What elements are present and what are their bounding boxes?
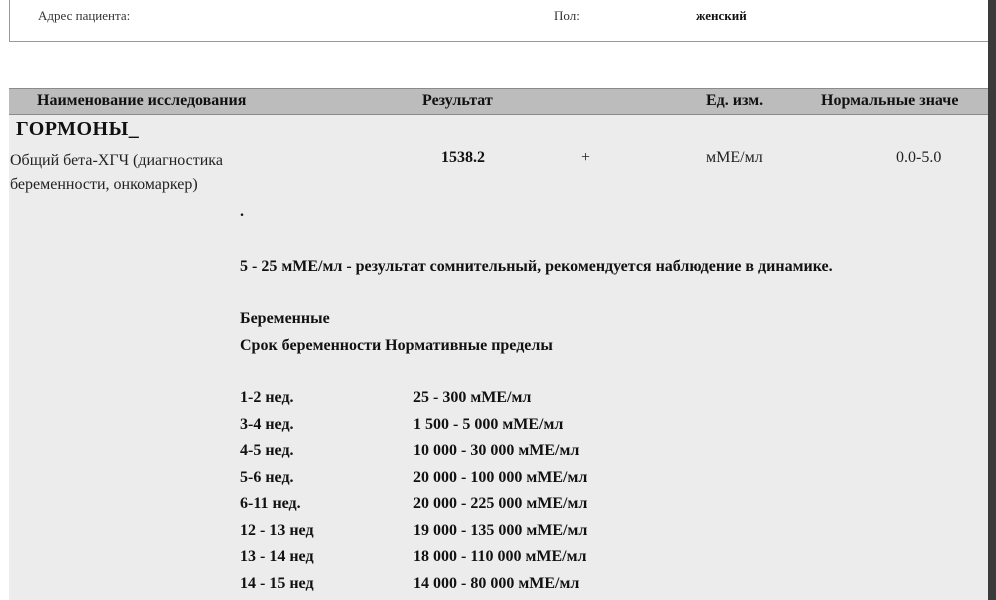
results-table-header	[9, 88, 988, 115]
norm-range: 19 000 - 135 000 мМЕ/мл	[413, 521, 588, 539]
norm-term: 5-6 нед.	[240, 468, 294, 486]
test-norm-range: 0.0-5.0	[896, 149, 942, 166]
norm-range: 20 000 - 100 000 мМЕ/мл	[413, 468, 588, 486]
patient-address-label: Адрес пациента:	[38, 8, 131, 23]
header-norm: Нормальные значе	[821, 92, 959, 109]
pregnant-table-header: Срок беременности Нормативные пределы	[240, 337, 553, 354]
norm-range: 1 500 - 5 000 мМЕ/мл	[413, 415, 564, 433]
norm-term: 12 - 13 нед	[240, 521, 314, 539]
norm-range: 10 000 - 30 000 мМЕ/мл	[413, 442, 580, 459]
norm-term: 1-2 нед.	[240, 389, 294, 406]
section-title: ГОРМОНЫ_	[16, 118, 140, 140]
norm-range: 25 - 300 мМЕ/мл	[413, 389, 532, 406]
comment-note: 5 - 25 мМЕ/мл - результат сомнительный, рекомендуется наблюдение в динамике.	[240, 258, 833, 275]
norm-range: 14 000 - 80 000 мМЕ/мл	[413, 574, 580, 592]
norm-term: 13 - 14 нед	[240, 548, 314, 565]
test-unit: мМЕ/мл	[706, 149, 763, 166]
norm-term: 14 - 15 нед	[240, 574, 314, 592]
header-test-name: Наименование исследования	[37, 92, 247, 109]
test-result-value: 1538.2	[441, 149, 485, 166]
header-result: Результат	[422, 92, 493, 109]
comment-dot: .	[240, 203, 244, 220]
patient-info-box	[9, 0, 989, 42]
norm-range: 18 000 - 110 000 мМЕ/мл	[413, 548, 587, 565]
norm-term: 6-11 нед.	[240, 495, 301, 512]
test-name: Общий бета-ХГЧ (диагностика беременности, онкомаркер)	[10, 152, 223, 193]
norm-term: 3-4 нед.	[240, 415, 294, 433]
test-result-flag: +	[581, 149, 591, 166]
patient-sex-label: Пол:	[554, 8, 580, 23]
patient-sex-value: женский	[696, 8, 747, 23]
pregnant-title: Беременные	[240, 310, 330, 327]
page-edge-bar	[988, 0, 996, 600]
norm-range: 20 000 - 225 000 мМЕ/мл	[413, 495, 588, 512]
norm-term: 4-5 нед.	[240, 442, 294, 459]
header-unit: Ед. изм.	[706, 92, 764, 109]
